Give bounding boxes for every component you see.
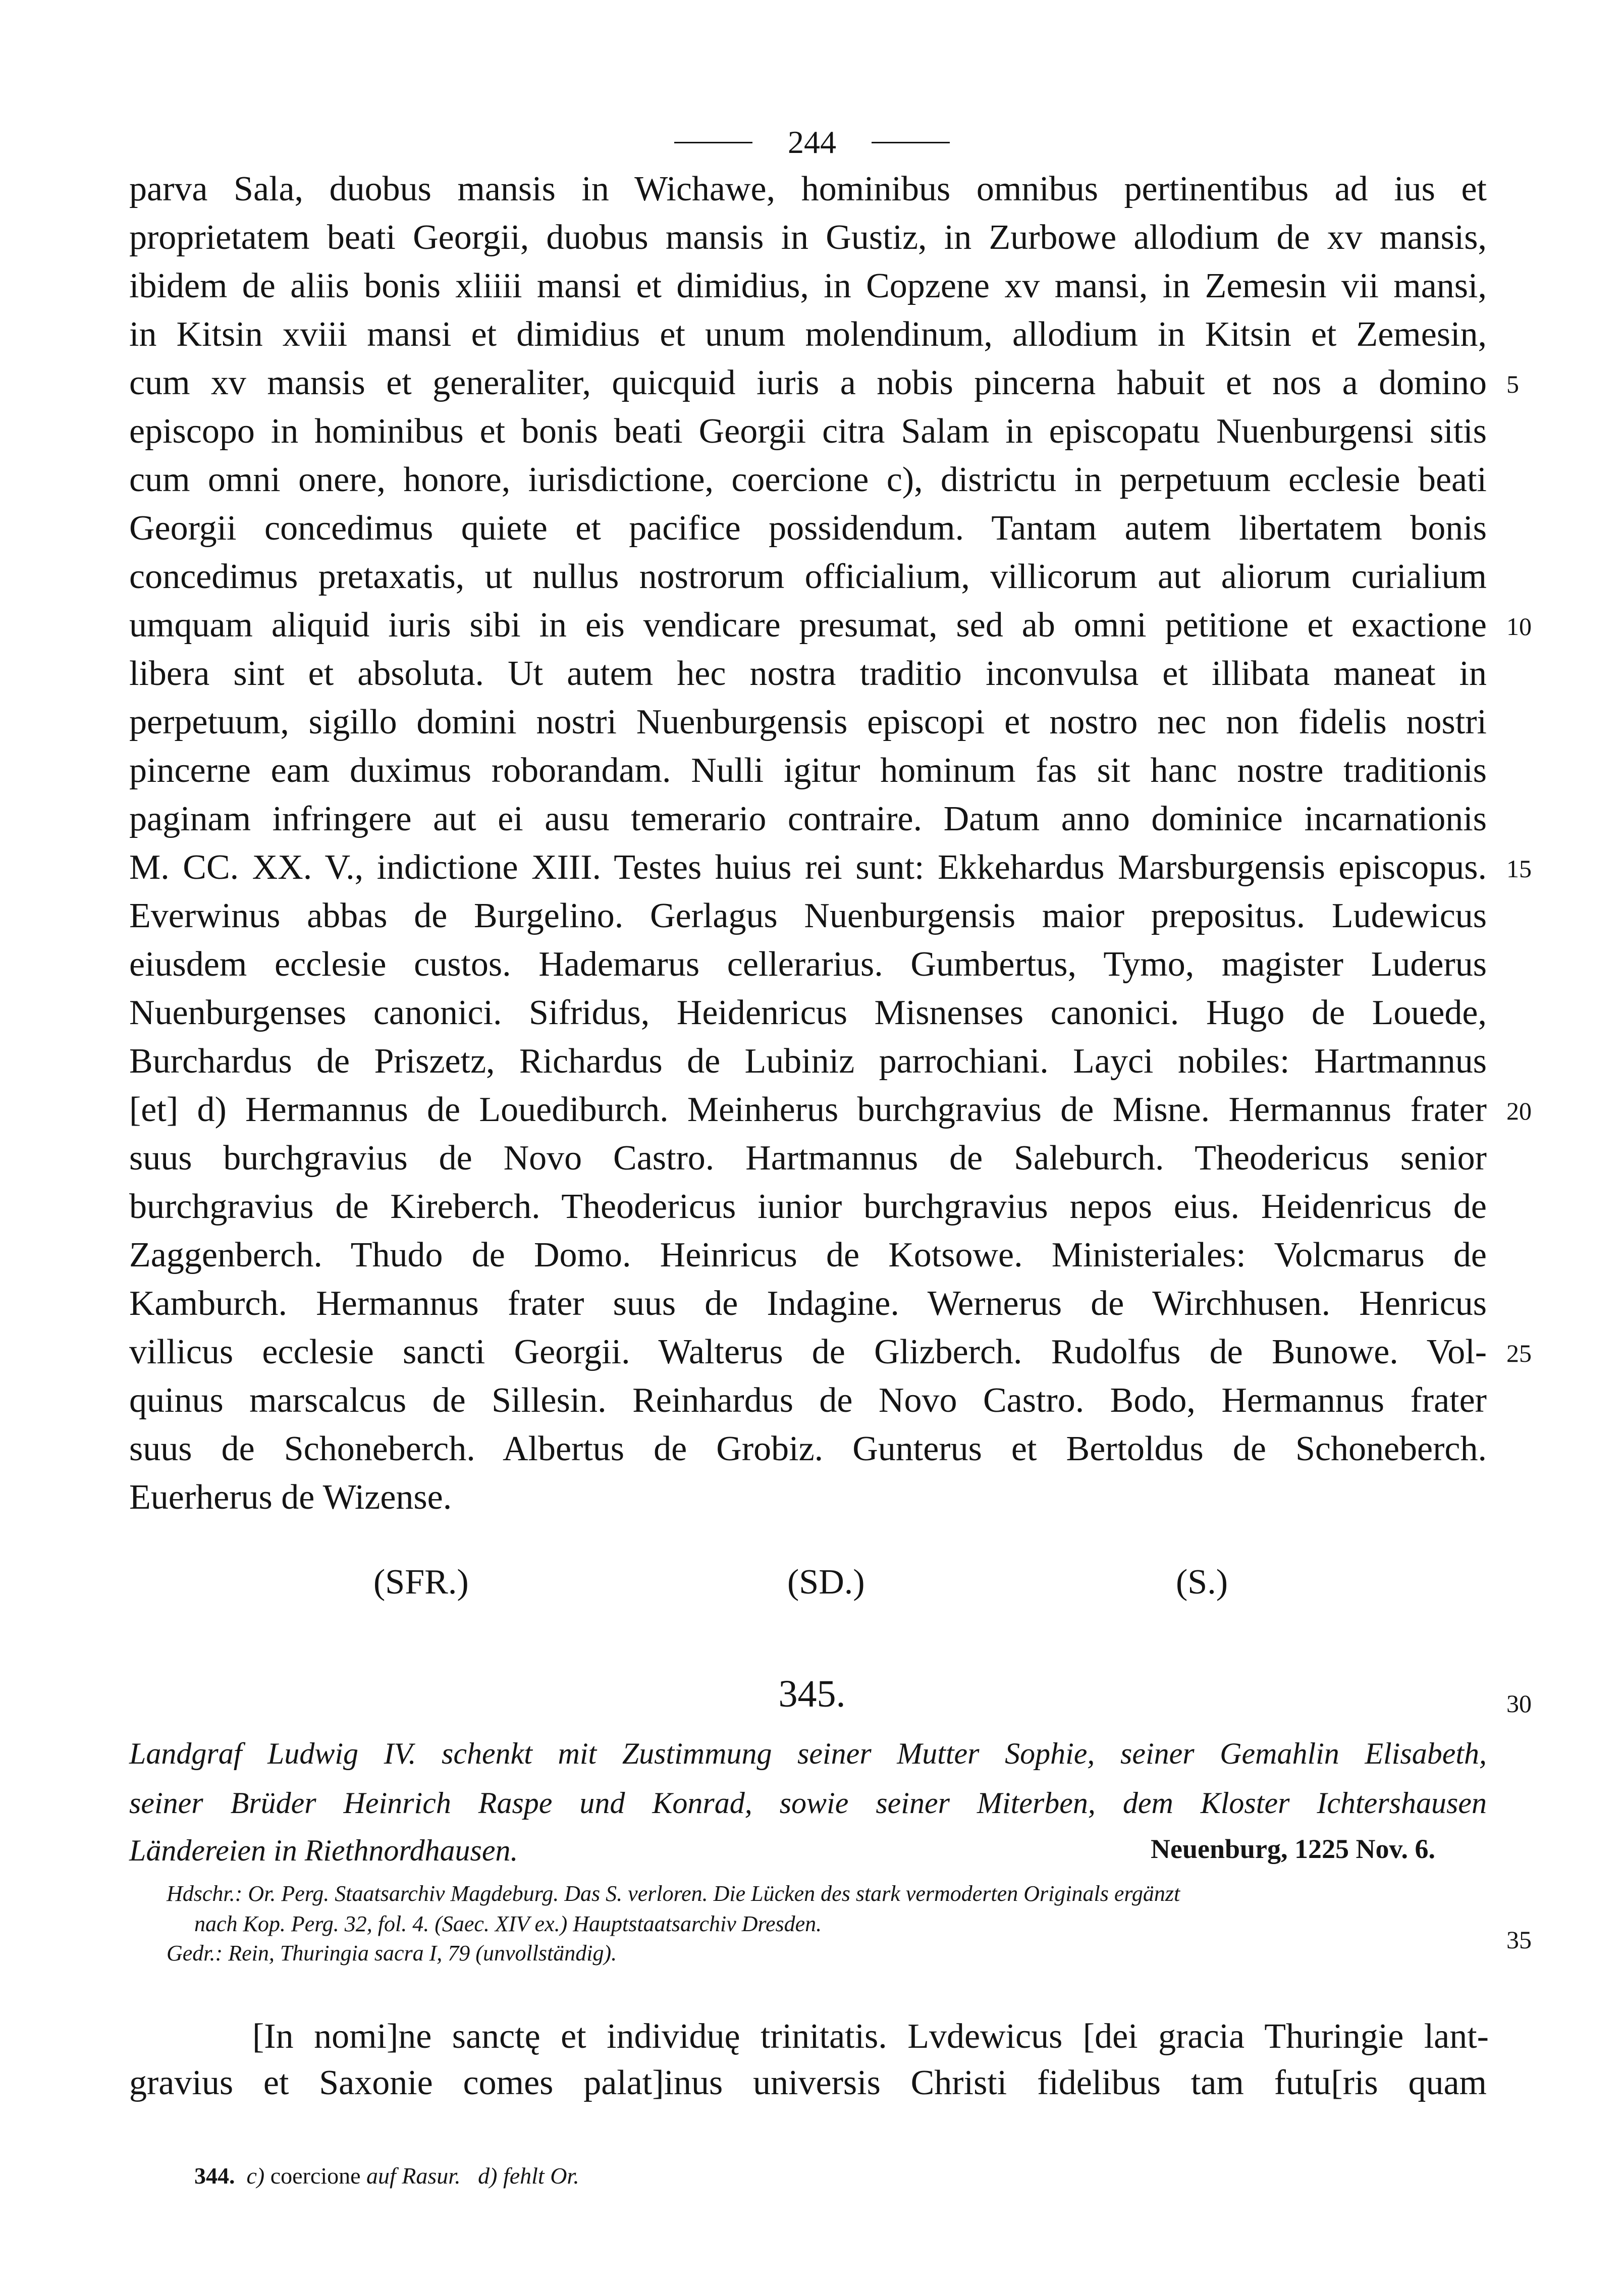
body-line: quinus marscalcus de Sillesin. Reinhardus de Novo Castro. Bodo, Hermannus frater <box>129 1381 1487 1420</box>
seal-sfr: (SFR.) <box>373 1563 469 1602</box>
body-line: Nuenburgenses canonici. Sifridus, Heidenricus Misnenses canonici. Hugo de Louede, <box>129 993 1487 1032</box>
regest-line: seiner Brüder Heinrich Raspe und Konrad, sowie seiner Miterben, dem Kloster Ichtershausen <box>129 1786 1487 1820</box>
footnote-c-text: coercione <box>270 2163 361 2189</box>
text-line: gravius et Saxonie comes palat]inus universis Christi fidelibus tam futu[ris quam <box>129 2063 1487 2102</box>
text-line: [In nomi]ne sanctę et individuę trinitatis. Lvdewicus [dei gracia Thuringie lant- <box>252 2017 1489 2056</box>
body-line: Euerherus de Wizense. <box>129 1478 452 1517</box>
seal-markers <box>0 1565 1624 1610</box>
body-line: concedimus pretaxatis, ut nullus nostrorum officialium, villicorum aut aliorum curialium <box>129 557 1487 596</box>
body-line: suus de Schoneberch. Albertus de Grobiz. Gunterus et Bertoldus de Schoneberch. <box>129 1429 1487 1468</box>
line-number: 10 <box>1506 612 1532 641</box>
body-line: perpetuum, sigillo domini nostri Nuenburgensis episcopi et nostro nec non fidelis nostri <box>129 703 1487 741</box>
place-date: Neuenburg, 1225 Nov. 6. <box>1151 1834 1436 1864</box>
header-dash-right <box>872 142 950 143</box>
regest-line: Ländereien in Riethnordhausen. <box>129 1834 518 1867</box>
body-line: Georgii concedimus quiete et pacifice possidendum. Tantam autem libertatem bonis <box>129 509 1487 548</box>
footnote-number: 344. <box>194 2163 235 2189</box>
line-number: 15 <box>1506 855 1532 883</box>
footnote <box>194 2164 579 2188</box>
body-line: eiusdem ecclesie custos. Hademarus cellerarius. Gumbertus, Tymo, magister Luderus <box>129 945 1487 984</box>
footnote-c-marker: c) <box>246 2163 265 2189</box>
source-line: Hdschr.: Or. Perg. Staatsarchiv Magdeburg. Das S. verloren. Die Lücken des stark vermoderten Originals ergänzt <box>167 1881 1180 1906</box>
body-line: umquam aliquid iuris sibi in eis vendicare presumat, sed ab omni petitione et exactione <box>129 606 1487 645</box>
line-number: 5 <box>1506 370 1519 398</box>
body-line: Kamburch. Hermannus frater suus de Indagine. Wernerus de Wirchhusen. Henricus <box>129 1284 1487 1323</box>
seal-s: (S.) <box>1176 1563 1228 1602</box>
body-line: [et] d) Hermannus de Louediburch. Meinherus burchgravius de Misne. Hermannus frater <box>129 1090 1487 1129</box>
page-number: 244 <box>788 124 836 160</box>
footnote-c-note: auf Rasur. <box>366 2163 461 2189</box>
page-header <box>0 124 1624 161</box>
regest-line: Landgraf Ludwig IV. schenkt mit Zustimmung seiner Mutter Sophie, seiner Gemahlin Elisabeth, <box>129 1737 1487 1770</box>
body-line: Everwinus abbas de Burgelino. Gerlagus Nuenburgensis maior prepositus. Ludewicus <box>129 896 1487 935</box>
body-line: libera sint et absoluta. Ut autem hec nostra traditio inconvulsa et illibata maneat in <box>129 654 1487 693</box>
body-line: villicus ecclesie sancti Georgii. Walterus de Glizberch. Rudolfus de Bunowe. Vol- <box>129 1333 1487 1371</box>
body-line: proprietatem beati Georgii, duobus mansis in Gustiz, in Zurbowe allodium de xv mansis, <box>129 218 1487 257</box>
document-number: 345. <box>778 1673 846 1715</box>
body-line: Burchardus de Priszetz, Richardus de Lubiniz parrochiani. Layci nobiles: Hartmannus <box>129 1042 1487 1081</box>
body-line: Zaggenberch. Thudo de Domo. Heinricus de Kotsowe. Ministeriales: Volcmarus de <box>129 1236 1487 1274</box>
body-line: episcopo in hominibus et bonis beati Georgii citra Salam in episcopatu Nuenburgensi sitis <box>129 412 1487 451</box>
body-line: cum omni onere, honore, iurisdictione, coercione c), districtu in perpetuum ecclesie beati <box>129 460 1487 499</box>
body-line: M. CC. XX. V., indictione XIII. Testes huius rei sunt: Ekkehardus Marsburgensis episcopus. <box>129 848 1487 887</box>
footnote-d-marker: d) <box>478 2163 498 2189</box>
body-line: burchgravius de Kireberch. Theodericus iunior burchgravius nepos eius. Heidenricus de <box>129 1187 1487 1226</box>
body-line: suus burchgravius de Novo Castro. Hartmannus de Saleburch. Theodericus senior <box>129 1139 1487 1178</box>
line-number: 30 <box>1506 1689 1532 1718</box>
source-line: Gedr.: Rein, Thuringia sacra I, 79 (unvollständig). <box>167 1941 617 1965</box>
body-line: ibidem de aliis bonis xliiii mansi et dimidius, in Copzene xv mansi, in Zemesin vii mansi, <box>129 267 1487 305</box>
body-line: parva Sala, duobus mansis in Wichawe, hominibus omnibus pertinentibus ad ius et <box>129 170 1487 208</box>
footnote-d-note: fehlt Or. <box>503 2163 579 2189</box>
line-number: 20 <box>1506 1097 1532 1125</box>
body-line: paginam infringere aut ei ausu temerario contraire. Datum anno dominice incarnationis <box>129 800 1487 838</box>
line-number: 25 <box>1506 1339 1532 1367</box>
line-number: 35 <box>1506 1926 1532 1954</box>
body-line: cum xv mansis et generaliter, quicquid iuris a nobis pincerna habuit et nos a domino <box>129 363 1487 402</box>
header-dash-left <box>674 142 752 143</box>
seal-sd: (SD.) <box>787 1563 865 1602</box>
body-line: in Kitsin xviii mansi et dimidius et unum molendinum, allodium in Kitsin et Zemesin, <box>129 315 1487 354</box>
source-line: nach Kop. Perg. 32, fol. 4. (Saec. XIV ex.) Hauptstaatsarchiv Dresden. <box>194 1911 822 1936</box>
body-line: pincerne eam duximus roborandam. Nulli igitur hominum fas sit hanc nostre traditionis <box>129 751 1487 790</box>
